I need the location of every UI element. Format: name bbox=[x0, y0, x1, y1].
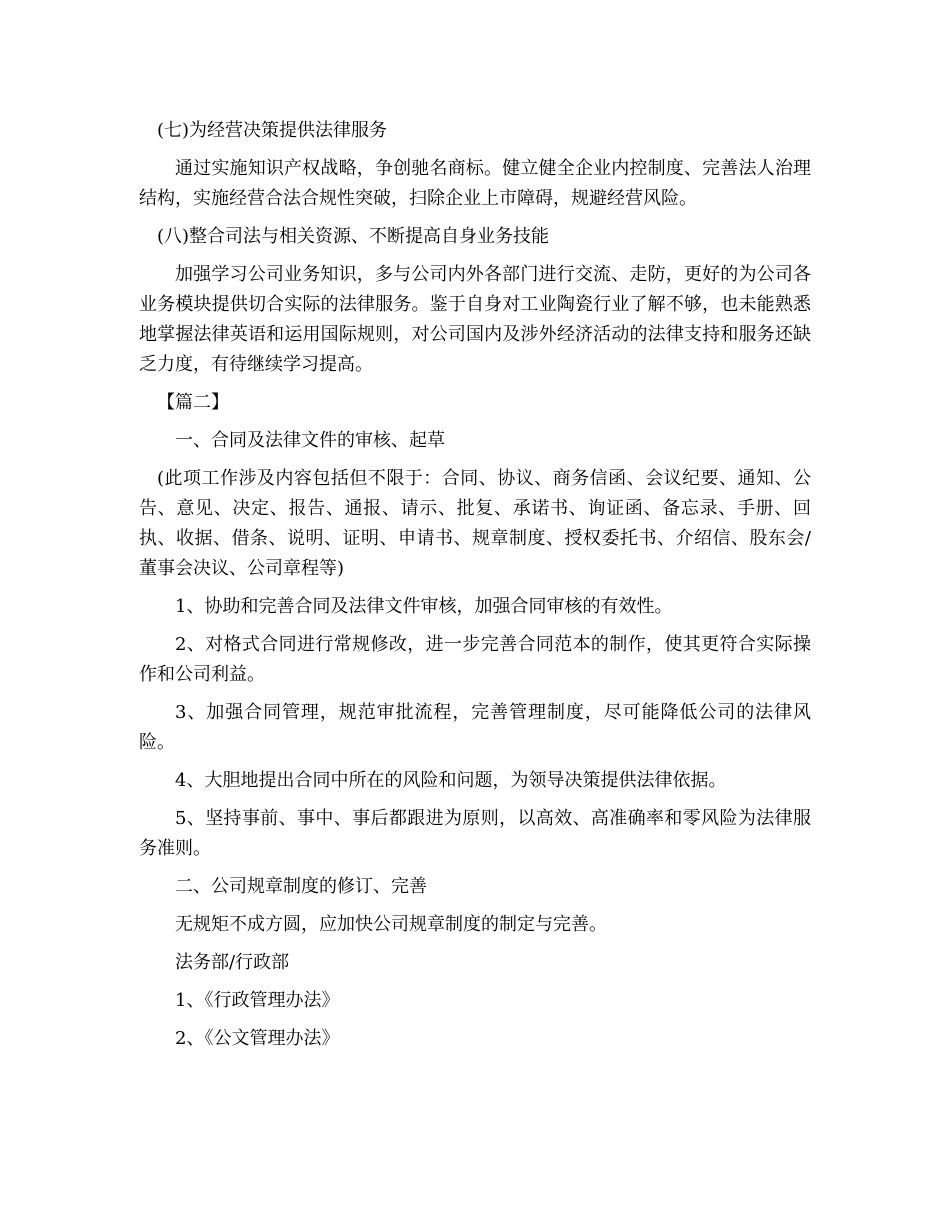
list-item: 1、《行政管理办法》 bbox=[175, 990, 340, 1011]
document-body bbox=[139, 116, 811, 1062]
list-item: 2、对格式合同进行常规修改，进一步完善合同范本的制作，使其更符合实际操作和公司利益。 bbox=[139, 634, 811, 685]
paragraph: (此项工作涉及内容包括但不限于：合同、协议、商务信函、会议纪要、通知、公告、意见、决定、报告、通报、请示、批复、承诺书、询证函、备忘录、手册、回执、收据、借条、说明、证明、申请书、规章制度、授权委托书、介绍信、股东会/董事会决议、公司章程等) bbox=[139, 468, 811, 579]
paragraph: 加强学习公司业务知识，多与公司内外各部门进行交流、走防，更好的为公司各业务模块提供切合实际的法律服务。鉴于自身对工业陶瓷行业了解不够，也未能熟悉地掌握法律英语和运用国际规则，对公司国内及涉外经济活动的法律支持和服务还缺乏力度，有待继续学习提高。 bbox=[139, 264, 811, 375]
department-label: 法务部/行政部 bbox=[175, 952, 290, 973]
paragraph: 通过实施知识产权战略，争创驰名商标。健立健全企业内控制度、完善法人治理结构，实施经营合法合规性突破，扫除企业上市障碍，规避经营风险。 bbox=[139, 158, 811, 209]
section-heading: 二、公司规章制度的修订、完善 bbox=[175, 876, 427, 897]
list-item: 1、协助和完善合同及法律文件审核，加强合同审核的有效性。 bbox=[175, 596, 673, 617]
list-item: 4、大胆地提出合同中所在的风险和问题，为领导决策提供法律依据。 bbox=[175, 770, 727, 791]
section-heading-8: (八)整合司法与相关资源、不断提高自身业务技能 bbox=[157, 226, 550, 247]
list-item: 5、坚持事前、事中、事后都跟进为原则，以高效、高准确率和零风险为法律服务准则。 bbox=[139, 808, 811, 859]
list-item: 3、加强合同管理，规范审批流程，完善管理制度，尽可能降低公司的法律风险。 bbox=[139, 702, 811, 753]
section-heading: 一、合同及法律文件的审核、起草 bbox=[175, 430, 445, 451]
list-item: 2、《公文管理办法》 bbox=[175, 1028, 340, 1049]
chapter-heading: 【篇二】 bbox=[157, 392, 229, 413]
paragraph: 无规矩不成方圆，应加快公司规章制度的制定与完善。 bbox=[175, 914, 607, 935]
section-heading-7: (七)为经营决策提供法律服务 bbox=[157, 120, 388, 141]
